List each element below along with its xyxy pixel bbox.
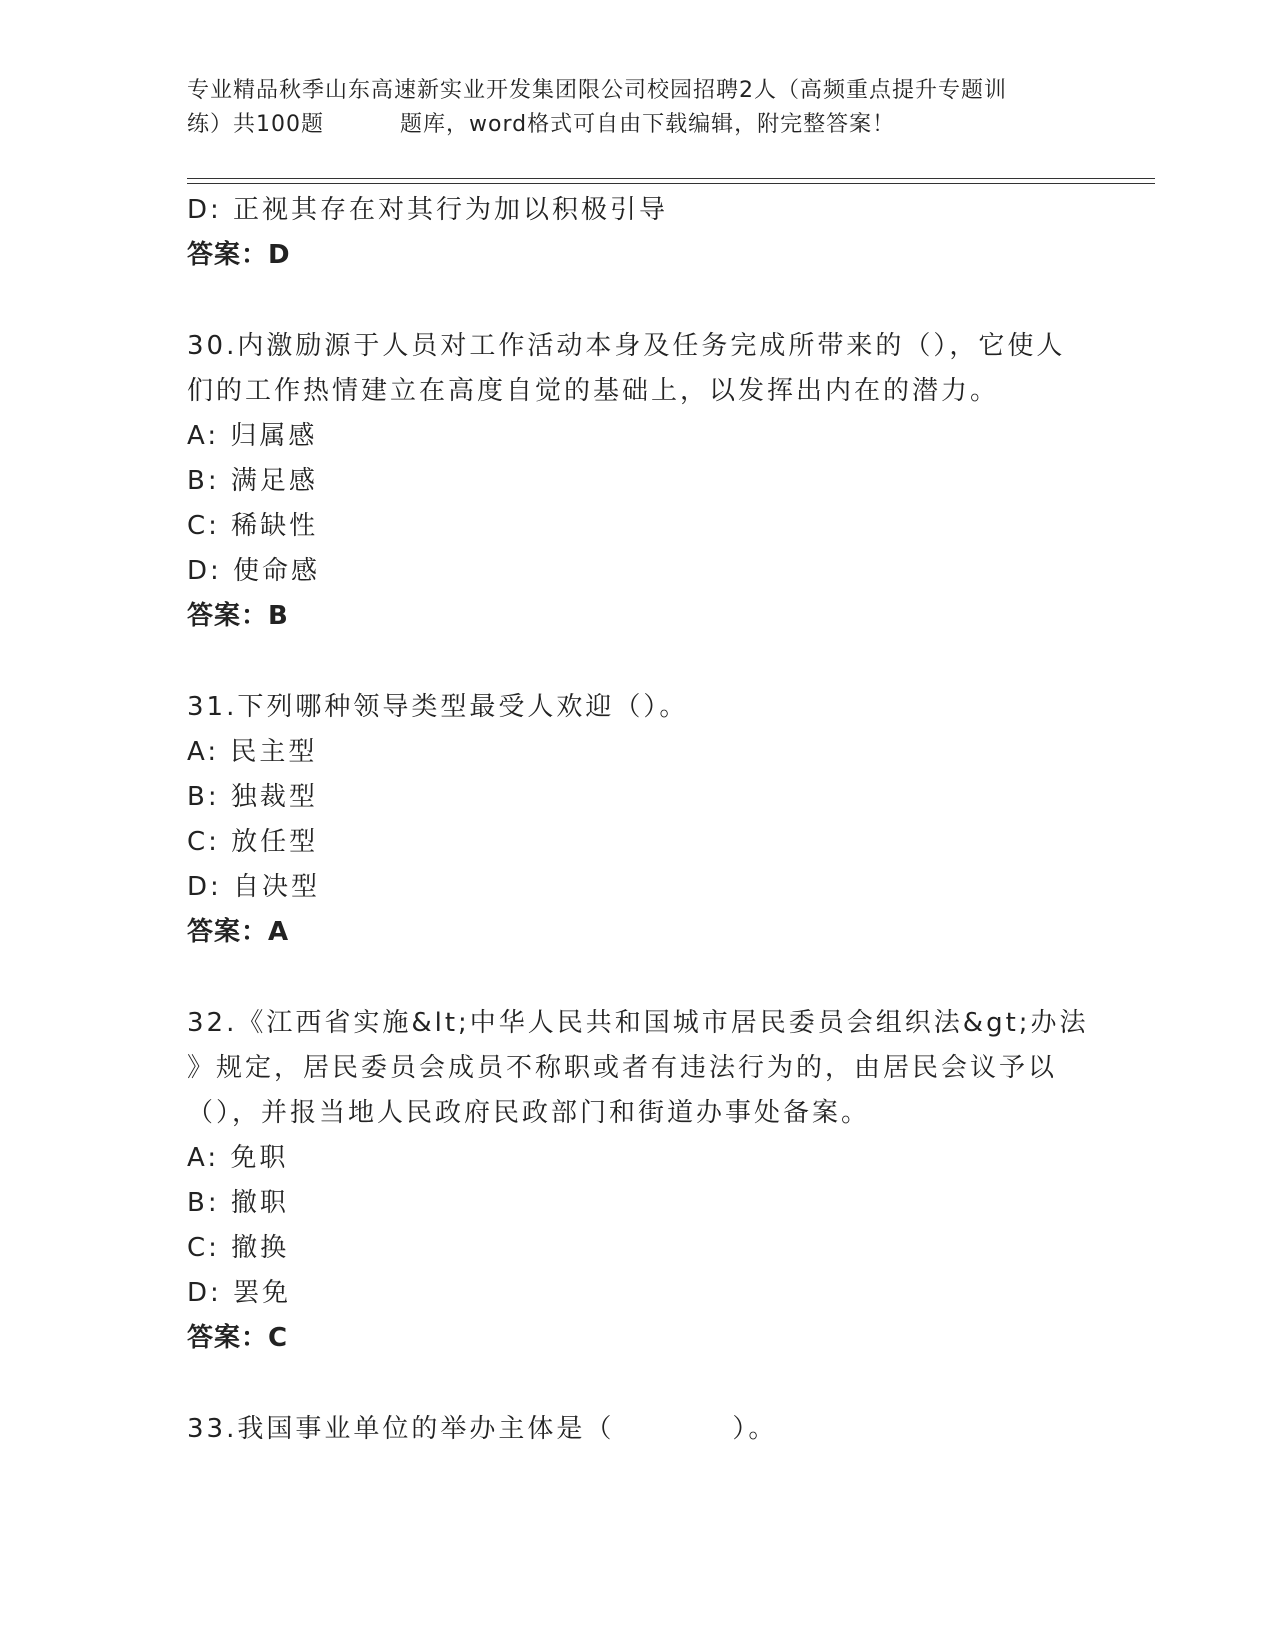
question-30-answer: 答案：B bbox=[187, 601, 289, 631]
question-31 bbox=[187, 685, 1087, 955]
question-32-option-c: C: 撤换 bbox=[187, 1233, 290, 1263]
question-30-option-a: A: 归属感 bbox=[187, 421, 318, 451]
prev-answer: 答案：D bbox=[187, 240, 291, 270]
question-30-option-d: D: 使命感 bbox=[187, 556, 321, 586]
header-line-2-b: 题库，word格式可自由下载编辑，附完整答案！ bbox=[400, 112, 896, 137]
question-32-line-1: 32.《江西省实施&lt;中华人民共和国城市居民委员会组织法&gt;办法 bbox=[187, 1008, 1089, 1038]
question-32 bbox=[187, 1001, 1087, 1361]
question-32-line-2: 》规定，居民委员会成员不称职或者有违法行为的，由居民会议予以 bbox=[187, 1053, 1058, 1083]
question-30-line-1: 30.内激励源于人员对工作活动本身及任务完成所带来的（），它使人 bbox=[187, 331, 1066, 361]
question-33-line-1 bbox=[187, 1407, 1087, 1452]
prev-option-d: D: 正视其存在对其行为加以积极引导 bbox=[187, 195, 669, 225]
question-32-option-b: B: 撤职 bbox=[187, 1188, 289, 1218]
question-30-line-2: 们的工作热情建立在高度自觉的基础上，以发挥出内在的潜力。 bbox=[187, 376, 1000, 406]
question-31-option-a: A: 民主型 bbox=[187, 737, 318, 767]
header-rule-bottom bbox=[187, 183, 1155, 184]
question-31-option-b: B: 独裁型 bbox=[187, 782, 318, 812]
question-32-option-d: D: 罢免 bbox=[187, 1278, 292, 1308]
question-31-line-1: 31.下列哪种领导类型最受人欢迎（）。 bbox=[187, 692, 689, 722]
question-30 bbox=[187, 324, 1087, 639]
question-32-option-a: A: 免职 bbox=[187, 1143, 289, 1173]
page-header bbox=[187, 74, 1087, 142]
question-31-option-c: C: 放任型 bbox=[187, 827, 319, 857]
header-rule-top bbox=[187, 178, 1155, 179]
question-31-answer: 答案：A bbox=[187, 917, 290, 947]
header-line-2 bbox=[187, 108, 1087, 142]
header-line-1: 专业精品秋季山东高速新实业开发集团限公司校园招聘2人（高频重点提升专题训 bbox=[187, 78, 1007, 103]
question-33-suffix: ）。 bbox=[732, 1414, 778, 1444]
question-30-option-c: C: 稀缺性 bbox=[187, 511, 319, 541]
question-32-answer: 答案：C bbox=[187, 1323, 289, 1353]
header-line-2-a: 练）共100题 bbox=[187, 112, 324, 137]
question-32-line-3: （），并报当地人民政府民政部门和街道办事处备案。 bbox=[187, 1098, 871, 1128]
question-30-option-b: B: 满足感 bbox=[187, 466, 318, 496]
question-31-option-d: D: 自决型 bbox=[187, 872, 321, 902]
question-content bbox=[187, 188, 1087, 1452]
question-33-prefix: 33.我国事业单位的举办主体是（ bbox=[187, 1414, 615, 1444]
